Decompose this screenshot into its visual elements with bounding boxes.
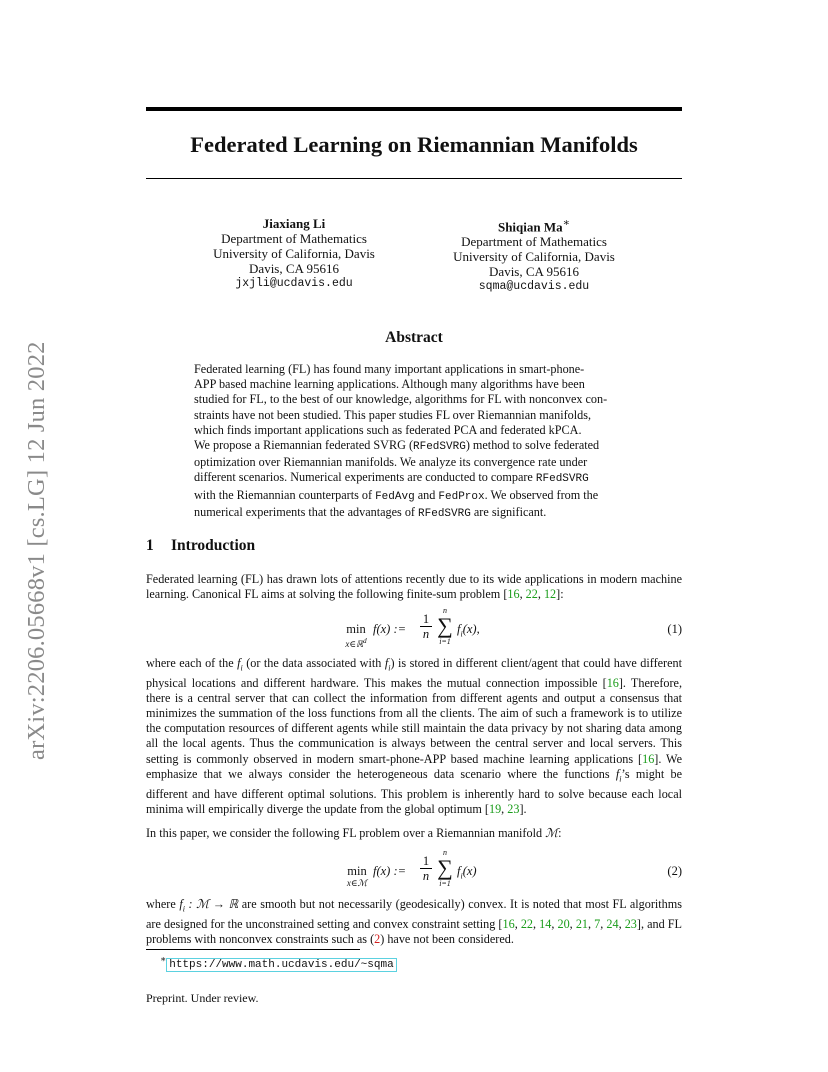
citation-link[interactable]: 19 bbox=[488, 801, 502, 816]
citation-link[interactable]: 16 bbox=[606, 675, 619, 690]
footnote-mark: ∗ bbox=[160, 954, 167, 964]
citation-link[interactable]: 20 bbox=[557, 916, 570, 931]
author-name: Shiqian Ma∗ bbox=[497, 217, 571, 235]
abstract-line: optimization over Riemannian manifolds. We analyze its convergence rate under bbox=[194, 455, 588, 470]
author-dept: Department of Mathematics bbox=[221, 231, 367, 246]
citation-link[interactable]: 7 bbox=[594, 916, 601, 931]
abstract-line: studied for FL, to the best of our knowledge, algorithms for FL with nonconvex con- bbox=[194, 392, 608, 407]
author-univ: University of California, Davis bbox=[213, 246, 375, 261]
footnote-mark[interactable]: ∗ bbox=[562, 217, 571, 229]
citation-link[interactable]: 21 bbox=[575, 916, 588, 931]
abstract-line: different scenarios. Numerical experiments are conducted to compare RFedSVRG bbox=[194, 470, 589, 486]
footnote bbox=[160, 954, 397, 971]
eq2-frac: 1 n bbox=[420, 854, 432, 883]
eq1-sum: n ∑ i=1 bbox=[437, 606, 453, 646]
intro-paragraph-4: where $f_i$ : ℳ → ℝ are smooth but not necessarily (geodesically) convex. It is noted that most FL algorithms are designed for the unconstrained setting and convex constraint setting [16, 22, 14, 20, 21, 7, 24, 23], and FL problems with nonconvex constraints such as (2) have not been considered. bbox=[146, 897, 682, 946]
citation-link[interactable]: 23 bbox=[507, 801, 520, 816]
arxiv-sidebar-stamp: arXiv:2206.05668v1 [cs.LG] 12 Jun 2022 bbox=[23, 341, 50, 760]
equation-1 bbox=[146, 606, 682, 656]
equation-2 bbox=[146, 848, 682, 896]
equation-ref-link[interactable]: 2 bbox=[374, 931, 381, 946]
abstract-line: with the Riemannian counterparts of FedAvg and FedProx. We observed from the bbox=[194, 487, 599, 503]
abstract-line: numerical experiments that the advantages of RFedSVRG are significant. bbox=[194, 504, 547, 520]
abstract-body bbox=[194, 362, 634, 522]
title-top-rule bbox=[146, 107, 682, 111]
intro-paragraph-2: where each of the $f_i$ (or the data associated with $f_i$) is stored in different client/agent that could have different physical locations and different hardware. This makes the mutual connection impossible [16]. Therefore, there is a central server that can collect the information from different agents and output a consensus that minimizes the summation of the loss functions from all the clients. The aim of such a framework is to utilize the computation resources of different agents while still maintain the data privacy by not sharing data among all the local agents. Thus the communication is always between the central server and local servers. This setting is commonly observed in modern smart-phone-APP based machine learning applications [16]. We emphasize that we always consider the heterogeneous data scenario where the functions $f_i’s$ might be different and have different optimal solutions. This problem is inherently hard to solve because each local minima will empirically diverge the update from the global optimum [19, 23]. bbox=[146, 656, 683, 816]
citation-link[interactable]: 12 bbox=[543, 587, 557, 602]
citation-link[interactable]: 23 bbox=[624, 916, 637, 931]
citation-link[interactable]: 24 bbox=[606, 916, 619, 931]
author-block-1 bbox=[184, 216, 404, 291]
section-title: Introduction bbox=[171, 537, 256, 554]
eq2-min: min x∈ℳ bbox=[346, 864, 368, 888]
author-dept: Department of Mathematics bbox=[461, 234, 607, 250]
code-rfedsvrg: RFedSVRG bbox=[418, 507, 471, 520]
eq1-f: f(x) := bbox=[373, 622, 407, 636]
abstract-line: We propose a Riemannian federated SVRG (RFedSVRG) method to solve federated bbox=[194, 438, 600, 454]
author-block-2 bbox=[424, 216, 644, 294]
citation-link[interactable]: 16 bbox=[642, 751, 655, 766]
abstract-heading: Abstract bbox=[385, 329, 443, 346]
abstract-line: Federated learning (FL) has found many important applications in smart-phone- bbox=[194, 362, 585, 376]
eq1-min: min x∈ℝ$^d$ bbox=[345, 622, 367, 649]
paper-title: Federated Learning on Riemannian Manifolds bbox=[190, 132, 638, 157]
author-address: Davis, CA 95616 bbox=[249, 261, 339, 276]
citation-link[interactable]: 22 bbox=[520, 916, 534, 931]
section-number: 1 bbox=[146, 537, 154, 554]
author-address: Davis, CA 95616 bbox=[489, 264, 579, 280]
title-bottom-rule bbox=[146, 178, 682, 179]
abstract-line: APP based machine learning applications. Although many algorithms have been bbox=[194, 377, 585, 392]
abstract-line: which finds important applications such as federated PCA and federated kPCA. bbox=[194, 422, 582, 437]
section-heading bbox=[146, 537, 255, 555]
author-email: sqma@ucdavis.edu bbox=[478, 280, 590, 294]
code-rfedsvrg: RFedSVRG bbox=[413, 441, 466, 454]
citation-link[interactable]: 14 bbox=[539, 916, 552, 931]
code-fedavg: FedAvg bbox=[375, 490, 415, 503]
eq2-rhs: $f_i(x)$ bbox=[457, 864, 477, 881]
author-email: jxjli@ucdavis.edu bbox=[235, 277, 353, 290]
eq1-rhs: $f_i(x)$, bbox=[457, 622, 480, 639]
citation-link[interactable]: 16 bbox=[502, 916, 515, 931]
code-rfedsvrg: RFedSVRG bbox=[535, 473, 589, 486]
author-univ: University of California, Davis bbox=[453, 249, 615, 265]
citation-link[interactable]: 16 bbox=[507, 587, 520, 602]
code-fedprox: FedProx bbox=[438, 490, 485, 503]
author-name: Jiaxiang Li bbox=[262, 216, 326, 231]
preprint-note: Preprint. Under review. bbox=[146, 991, 259, 1005]
eq2-f: f(x) := bbox=[373, 864, 407, 878]
citation-link[interactable]: 22 bbox=[525, 587, 538, 602]
intro-paragraph-1: Federated learning (FL) has drawn lots of attentions recently due to its wide applications in modern machine learning. Canonical FL aims at solving the following finite-sum problem [16, 22, 12]: bbox=[146, 572, 682, 602]
footnote-rule bbox=[146, 949, 360, 950]
abstract-line: straints have not been studied. This paper studies FL over Riemannian manifolds, bbox=[194, 407, 592, 422]
equation-number: (1) bbox=[667, 622, 682, 636]
eq1-frac: 1 n bbox=[420, 612, 432, 641]
intro-paragraph-3: In this paper, we consider the following FL problem over a Riemannian manifold ℳ: bbox=[146, 826, 562, 840]
equation-number: (2) bbox=[667, 864, 682, 878]
eq2-sum: n ∑ i=1 bbox=[437, 848, 453, 888]
footnote-url-link[interactable]: https://www.math.ucdavis.edu/~sqma bbox=[166, 958, 396, 972]
